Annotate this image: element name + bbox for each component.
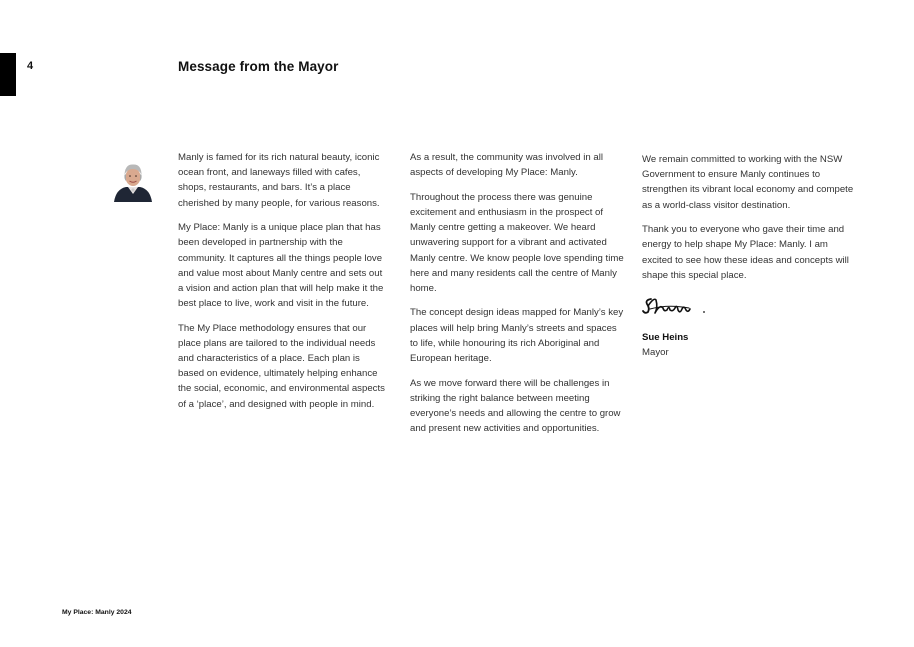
paragraph: The concept design ideas mapped for Manly’s key places will help bring Manly’s streets and spaces to life, while honouring its rich Aboriginal and European heritage. [410,307,624,365]
page-title: Message from the Mayor [178,59,339,74]
text-column-1 [178,150,388,421]
paragraph: Throughout the process there was genuine excitement and enthusiasm in the prospect of Manly centre getting a makeover. We heard unwavering support for a vibrant and activated Manly centre. We know people love spending time here and many residents call the centre of Manly home. [410,191,624,294]
paragraph: The My Place methodology ensures that our place plans are tailored to the individual needs and characteristics of a place. Each plan is based on evidence, ultimately helping enhance the social, economic, and environmental aspects of a ‘place’, and designed with people in mind. [178,322,385,410]
signatory-name: Sue Heins [642,332,689,344]
paragraph: Manly is famed for its rich natural beauty, iconic ocean front, and laneways filled with cafes, shops, restaurants, and bars. It’s a place cherished by many people, for various reasons. [178,152,380,209]
paragraph: We remain committed to working with the NSW Government to ensure Manly continues to strengthen its vibrant local economy and compete as a world-class visitor destination. [642,154,854,211]
paragraph: Thank you to everyone who gave their time and energy to help shape My Place: Manly. I am excited to see how these ideas and concepts will shape this special place. [642,224,849,281]
text-column-3 [642,152,857,361]
mayor-signature [642,292,712,320]
signatory-role: Mayor [642,347,669,359]
paragraph: My Place: Manly is a unique place plan that has been developed in partnership with the community. It captures all the things people love and value most about Manly centre and sets out a vision and action plan that will help make it the best place to live, work and visit in the future. [178,222,384,310]
page-number: 4 [27,60,34,72]
page-marker-bar [0,53,16,96]
paragraph: As a result, the community was involved in all aspects of developing My Place: Manly. [410,152,604,179]
footer-publication-title: My Place: Manly 2024 [62,609,132,616]
text-column-2 [410,150,625,446]
mayor-portrait [113,159,153,203]
paragraph: As we move forward there will be challenges in striking the right balance between meeting everyone’s needs and allowing the centre to grow and present new activities and opportunities. [410,377,621,435]
